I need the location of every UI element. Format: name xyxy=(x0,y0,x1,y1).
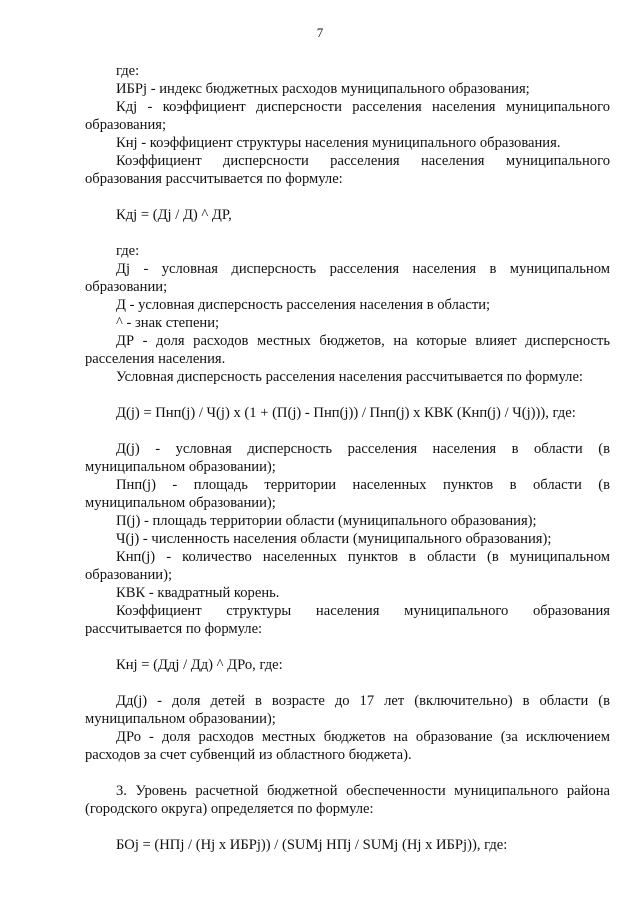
text-line: муниципальном образовании); xyxy=(85,459,276,475)
text-line: Д(j) - условная дисперсность расселения населения в области (в xyxy=(116,441,610,457)
text-line: Кдj - коэффициент дисперсности расселения населения муниципального xyxy=(116,99,610,115)
text-line: образования; xyxy=(85,117,167,133)
text-line: Дj - условная дисперсность расселения населения в муниципальном xyxy=(116,261,610,277)
text-line: Пнп(j) - площадь территории населенных пунктов в области (в xyxy=(116,477,610,493)
text-line: ^ - знак степени; xyxy=(116,315,220,331)
text-line: Коэффициент структуры населения муниципального образования xyxy=(116,603,610,619)
text-line: расселения населения. xyxy=(85,351,226,367)
text-line: Условная дисперсность расселения населения рассчитывается по формуле: xyxy=(116,369,583,385)
formula-knj: Кнj = (Ддj / Дд) ^ ДРо, где: xyxy=(116,657,283,673)
text-line: (городского округа) определяется по формуле: xyxy=(85,801,374,817)
formula-dj: Д(j) = Пнп(j) / Ч(j) x (1 + (П(j) - Пнп(j)) / Пнп(j) x КВК (Кнп(j) / Ч(j))), где: xyxy=(116,405,576,421)
text-line: Коэффициент дисперсности расселения населения муниципального xyxy=(116,153,610,169)
text-line: муниципальном образовании); xyxy=(85,711,276,727)
text-line: 3. Уровень расчетной бюджетной обеспеченности муниципального района xyxy=(116,783,610,799)
text-line: образования рассчитывается по формуле: xyxy=(85,171,343,187)
text-line: муниципальном образовании); xyxy=(85,495,276,511)
page-number: 7 xyxy=(316,25,324,40)
text-line: рассчитывается по формуле: xyxy=(85,621,263,637)
text-line: ИБРj - индекс бюджетных расходов муниципального образования; xyxy=(116,81,530,97)
text-line: Дд(j) - доля детей в возрасте до 17 лет (включительно) в области (в xyxy=(116,693,610,709)
text-line: П(j) - площадь территории области (муниципального образования); xyxy=(116,513,537,529)
text-line: образовании; xyxy=(85,279,168,295)
text-line: ДР - доля расходов местных бюджетов, на которые влияет дисперсность xyxy=(116,333,610,349)
text-line: где: xyxy=(116,243,140,259)
text-line: образовании); xyxy=(85,567,172,583)
text-line: Кнп(j) - количество населенных пунктов в области (в муниципальном xyxy=(116,549,610,565)
formula-boj: БОj = (НПj / (Нj x ИБРj)) / (SUMj НПj / SUMj (Нj x ИБРj)), где: xyxy=(116,837,508,853)
text-line: Ч(j) - численность населения области (муниципального образования); xyxy=(116,531,552,547)
text-line: расходов за счет субвенций из областного бюджета). xyxy=(85,747,412,763)
formula-kdj: Кдj = (Дj / Д) ^ ДР, xyxy=(116,207,232,223)
text-line: КВК - квадратный корень. xyxy=(116,585,280,601)
text-line: Кнj - коэффициент структуры населения муниципального образования. xyxy=(116,135,561,151)
text-line: Д - условная дисперсность расселения населения в области; xyxy=(116,297,491,313)
text-line: ДРо - доля расходов местных бюджетов на образование (за исключением xyxy=(116,729,610,745)
text-line: где: xyxy=(116,63,140,79)
